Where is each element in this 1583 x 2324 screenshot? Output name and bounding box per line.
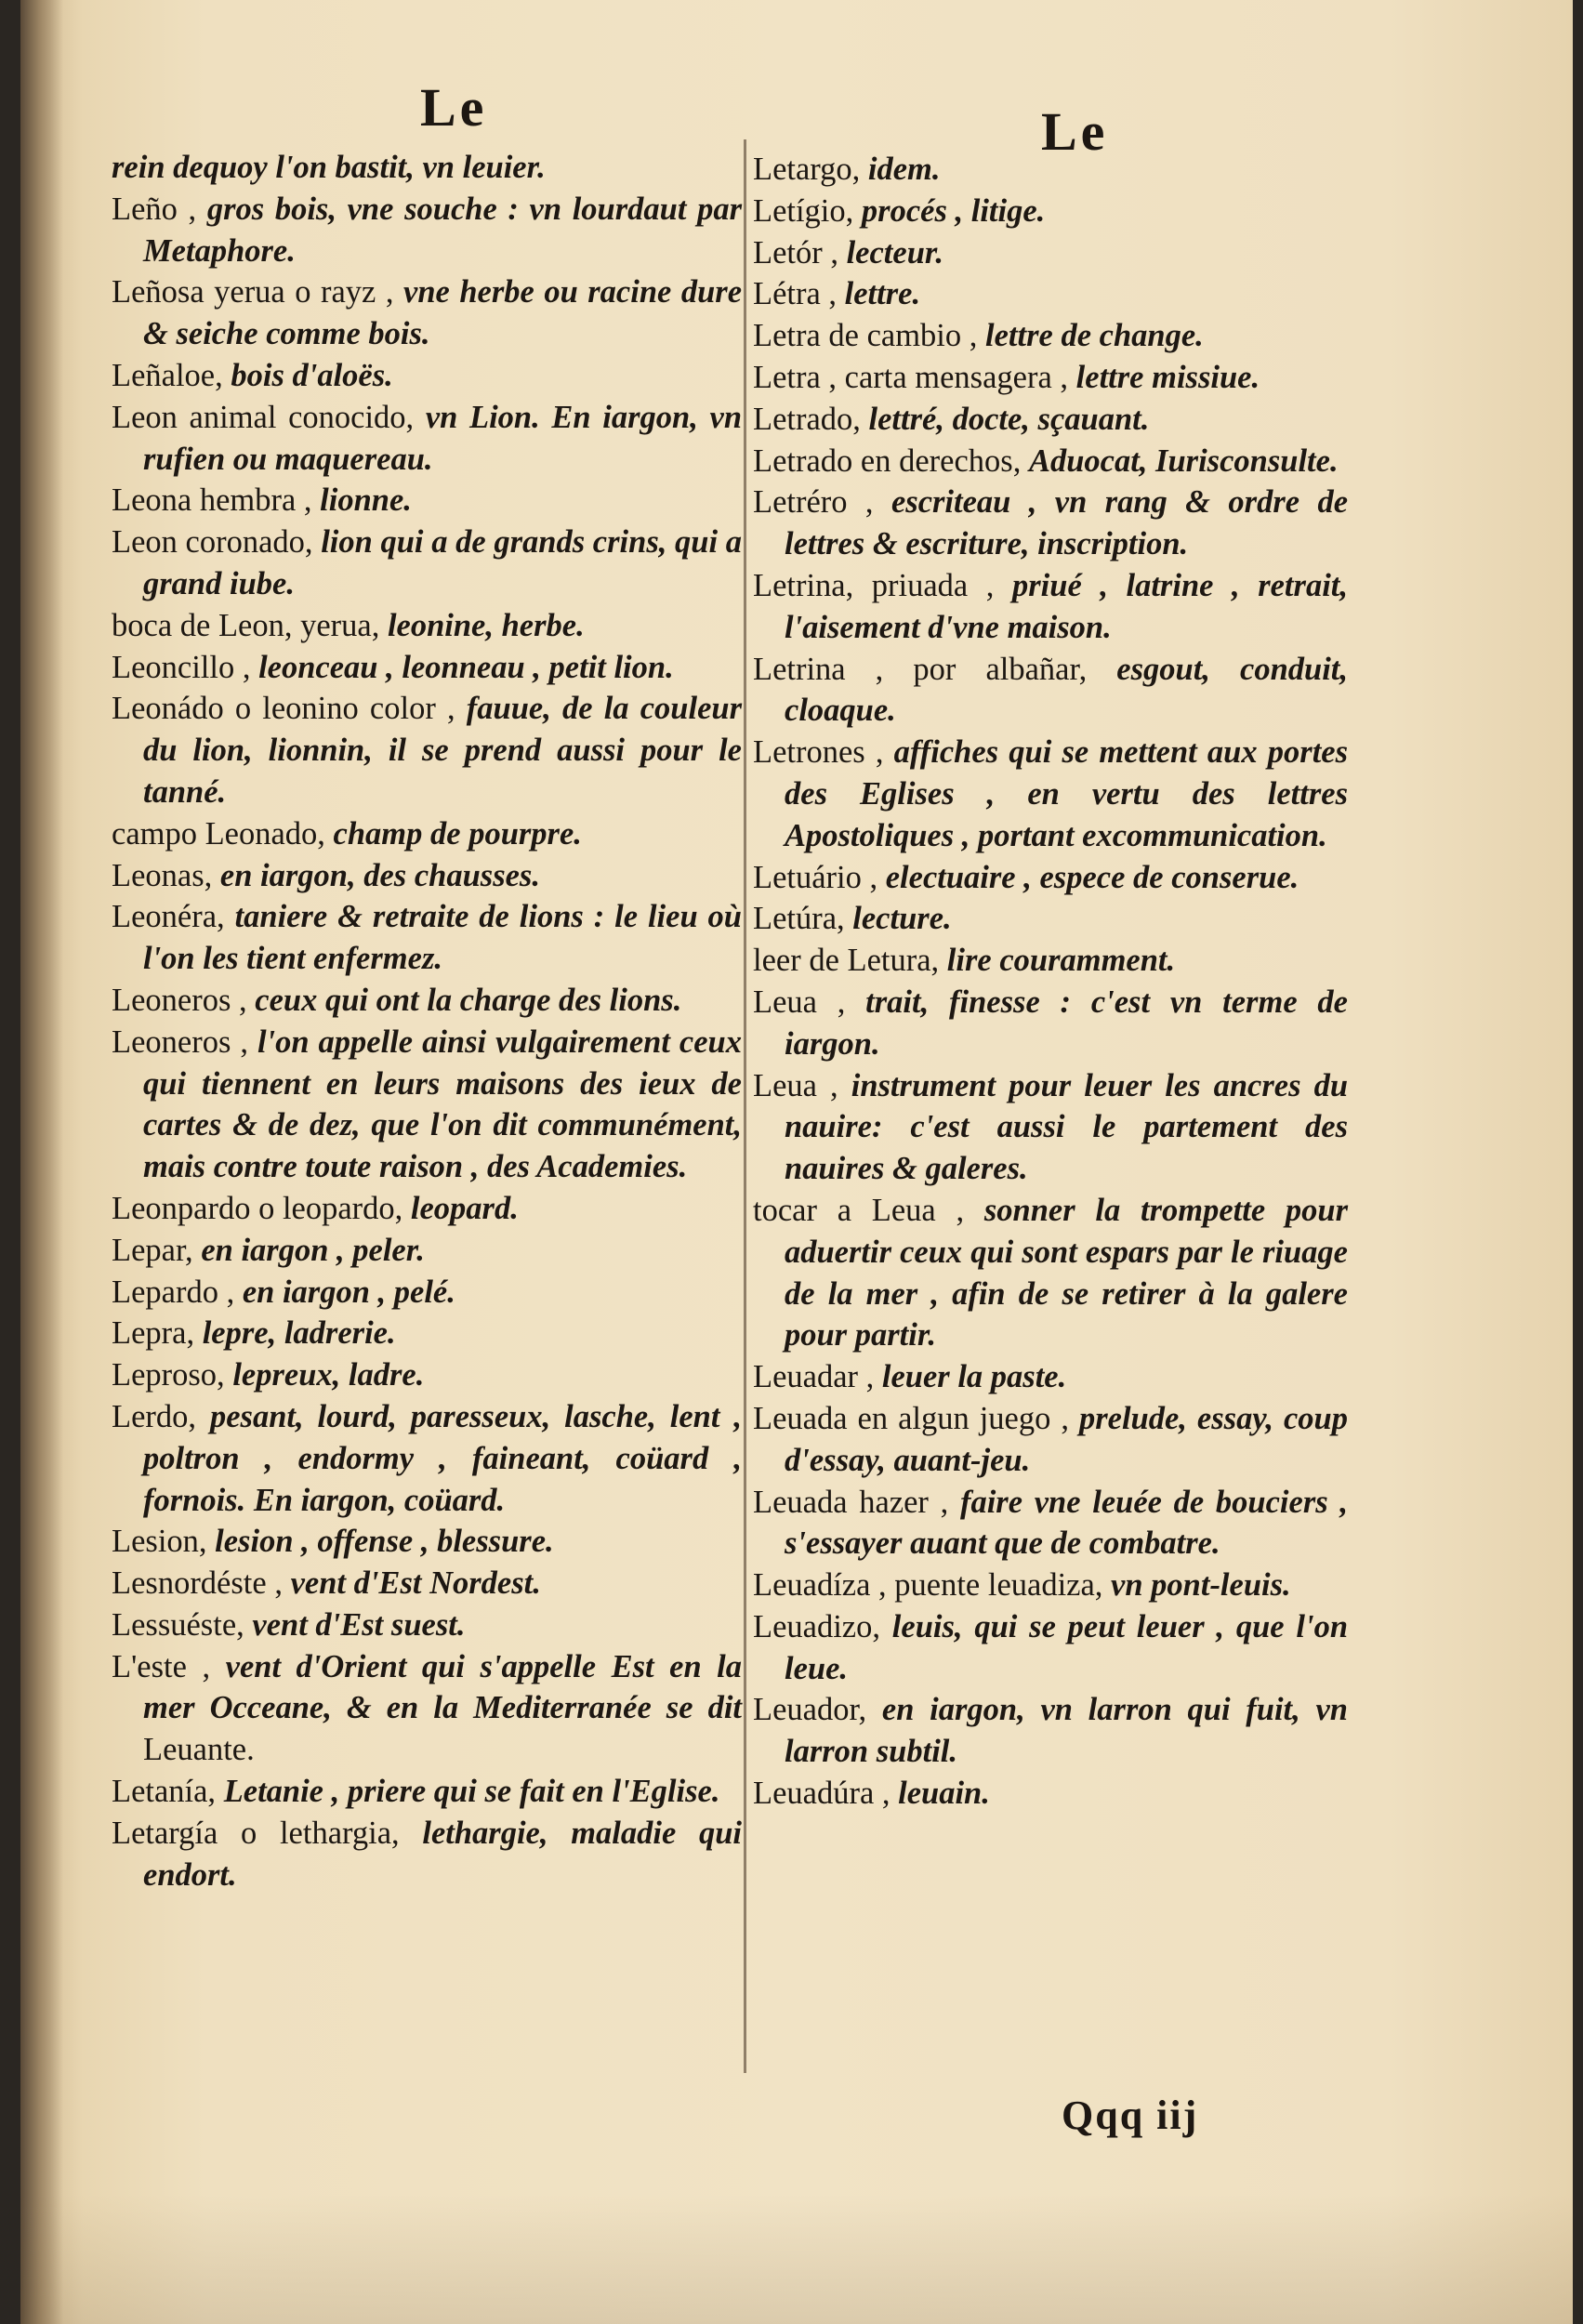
entry-headword: Leño , [112, 191, 197, 227]
dictionary-entry [753, 649, 1348, 733]
entry-headword: Leñosa yerua o rayz , [112, 274, 394, 310]
dictionary-entry [112, 355, 742, 397]
entry-definition: leonine, herbe. [387, 607, 585, 643]
entry-headword: Lesnordéste , [112, 1565, 283, 1602]
dictionary-entry [753, 273, 1348, 315]
entry-definition: lesion , offense , blessure. [215, 1524, 554, 1560]
entry-definition: procés , litige. [861, 192, 1046, 229]
dictionary-entry [112, 1604, 742, 1646]
entry-definition: gros bois, vne souche : vn lourdaut par Metaphore. [143, 191, 742, 269]
dictionary-entry [753, 1773, 1348, 1815]
entry-headword: Letúra, [753, 901, 845, 937]
dictionary-entry [112, 813, 742, 855]
entry-definition: ceux qui ont la charge des lions. [255, 982, 682, 1018]
entry-definition: sonner la trompette pour aduertir ceux qui sont espars par le riuage de la mer , afin de se retirer à la galere pour partir. [785, 1192, 1348, 1353]
entry-definition: lecteur. [846, 234, 944, 271]
entry-headword: Letuário , [753, 859, 878, 895]
entry-headword: boca de Leon, yerua, [112, 607, 380, 643]
dictionary-entry [112, 1022, 742, 1188]
dictionary-entry [112, 1771, 742, 1813]
dictionary-entry [112, 1272, 742, 1314]
entry-definition: lettre de change. [985, 318, 1204, 354]
dictionary-entry [112, 980, 742, 1022]
dictionary-entry [753, 149, 1348, 191]
right-column-header: Le [1041, 101, 1109, 162]
dictionary-entry [112, 1563, 742, 1604]
dictionary-entry [753, 857, 1348, 899]
entry-definition: leuis, qui se peut leuer , que l'on leue. [785, 1608, 1349, 1686]
entry-headword: Leon animal conocido, [112, 399, 415, 435]
entry-definition: vent d'Est suest. [252, 1606, 466, 1643]
entry-definition: rein dequoy l'on bastit, vn leuier. [112, 150, 546, 185]
entry-headword: Leua , [753, 1067, 838, 1103]
left-column-header: Le [420, 77, 488, 138]
dictionary-entry [753, 565, 1348, 649]
dictionary-entry [112, 1354, 742, 1396]
entry-headword: Leuadizo, [753, 1608, 880, 1644]
entry-headword: Lepra, [112, 1315, 195, 1352]
entry-headword: Leñaloe, [112, 357, 223, 393]
entry-definition: vne herbe ou racine dure & seiche comme bois. [143, 274, 743, 352]
entry-headword: Leonpardo o leopardo, [112, 1190, 403, 1226]
entry-headword: Letrado en derechos, [753, 442, 1022, 479]
entry-headword: Letra , carta mensagera , [753, 359, 1069, 395]
entry-definition: taniere & retraite de lions : le lieu où l'on les tient enfermez. [143, 899, 742, 977]
dictionary-entry [112, 855, 742, 897]
entry-headword: Letargía o lethargia, [112, 1815, 400, 1851]
entry-headword: Letra de cambio , [753, 318, 978, 354]
entry-headword: Leuada en algun juego , [753, 1400, 1069, 1436]
book-page [20, 0, 1573, 2324]
entry-headword: L'este , [112, 1648, 211, 1684]
entry-definition: vn pont-leuis. [1111, 1567, 1291, 1604]
entry-definition: lecture. [852, 901, 952, 937]
entry-headword: Letrones , [753, 734, 884, 771]
entry-headword: Leproso, [112, 1357, 225, 1393]
entry-definition: Aduocat, Iurisconsulte. [1028, 442, 1339, 479]
entry-headword: Lessuéste, [112, 1606, 244, 1643]
dictionary-entry [753, 1689, 1348, 1773]
entry-headword: leer de Letura, [753, 943, 940, 979]
entry-headword: Leon coronado, [112, 524, 313, 561]
entry-definition: leonceau , leonneau , petit lion. [258, 649, 674, 685]
entry-definition: leopard. [410, 1190, 519, 1226]
dictionary-entry [112, 647, 742, 689]
entry-definition: leuain. [898, 1776, 990, 1812]
entry-headword: Lepar, [112, 1232, 193, 1268]
dictionary-entry [112, 896, 742, 980]
left-column [112, 147, 742, 1895]
entry-definition: en iargon, vn larron qui fuit, vn larron subtil. [785, 1692, 1348, 1770]
entry-definition: champ de pourpre. [333, 815, 582, 852]
page-edge-shadow [20, 2194, 1573, 2324]
dictionary-entry [753, 441, 1348, 482]
dictionary-entry [112, 1813, 742, 1896]
dictionary-entry [112, 1396, 742, 1521]
entry-definition: leuer la paste. [881, 1359, 1067, 1395]
dictionary-entry [112, 1188, 742, 1230]
entry-definition: lettre missiue. [1075, 359, 1260, 395]
entry-definition: instrument pour leuer les ancres du nauire: c'est aussi le partement des nauires & galeres. [785, 1067, 1349, 1187]
dictionary-entry [753, 315, 1348, 357]
entry-definition: lepre, ladrerie. [202, 1315, 396, 1352]
dictionary-entry [753, 399, 1348, 441]
dictionary-entry [753, 232, 1348, 274]
entry-headword: Leona hembra , [112, 482, 312, 519]
dictionary-entry [112, 688, 742, 812]
entry-definition: pesant, lourd, paresseux, lasche, lent , poltron , endormy , faineant, coüard , fornois. En iargon, coüard. [143, 1398, 743, 1518]
dictionary-entry [112, 189, 742, 272]
entry-definition: prelude, essay, coup d'essay, auant-jeu. [785, 1400, 1348, 1478]
dictionary-entry [112, 480, 742, 522]
right-column [753, 149, 1348, 1815]
entry-definition: fauue, de la couleur du lion, lionnin, il se prend aussi pour le tanné. [143, 691, 742, 810]
entry-definition: faire vne leuée de bouciers , s'essayer auant que de combatre. [785, 1484, 1349, 1562]
entry-definition: lionne. [320, 482, 412, 519]
entry-headword: Leuadíza , puente leuadiza, [753, 1567, 1103, 1604]
dictionary-entry [753, 357, 1348, 399]
page-gutter-shadow [20, 0, 63, 2324]
entry-headword: Letrina, priuada , [753, 567, 995, 603]
dictionary-entry [112, 1313, 742, 1354]
entry-definition: affiches qui se mettent aux portes des Eglises , en vertu des lettres Apostoliques , portant excommunication. [785, 734, 1349, 853]
column-divider [744, 139, 746, 2073]
entry-definition: en iargon , peler. [201, 1232, 425, 1268]
entry-headword: Letígio, [753, 192, 854, 229]
entry-definition: escriteau , vn rang & ordre de lettres & escriture, inscription. [785, 484, 1349, 562]
dictionary-entry [112, 397, 742, 481]
entry-headword: Leonéra, [112, 899, 225, 935]
entry-headword: Leonádo o leonino color , [112, 691, 455, 727]
dictionary-entry [753, 1190, 1348, 1356]
dictionary-entry [753, 191, 1348, 232]
dictionary-entry [753, 1482, 1348, 1565]
dictionary-entry [112, 147, 742, 189]
entry-headword: Letrina , por albañar, [753, 651, 1088, 687]
dictionary-entry [753, 1565, 1348, 1606]
entry-definition: vn Lion. En iargon, vn rufien ou maquereau. [143, 399, 743, 477]
entry-definition: lion qui a de grands crins, qui a grand iube. [143, 524, 742, 601]
entry-definition: lire couramment. [946, 943, 1176, 979]
entry-definition: lettre. [844, 276, 921, 312]
entry-definition: trait, finesse : c'est vn terme de iargon. [785, 984, 1348, 1062]
entry-definition: electuaire , espece de conserue. [885, 859, 1299, 895]
entry-definition: en iargon, des chausses. [219, 857, 540, 893]
entry-headword: Leuada hazer , [753, 1484, 949, 1520]
dictionary-entry [112, 605, 742, 647]
entry-headword: Leoneros , [112, 1023, 248, 1060]
dictionary-entry [753, 898, 1348, 940]
entry-headword: Leonas, [112, 857, 213, 893]
dictionary-entry [753, 940, 1348, 982]
dictionary-entry [753, 982, 1348, 1065]
entry-headword: Leuador, [753, 1692, 867, 1728]
entry-definition: lethargie, maladie qui endort. [143, 1815, 743, 1893]
entry-definition: Letanie , priere qui se fait en l'Eglise. [223, 1774, 720, 1810]
dictionary-entry [753, 482, 1348, 565]
entry-definition: vent d'Est Nordest. [290, 1565, 541, 1602]
entry-headword: Létra , [753, 276, 838, 312]
dictionary-entry [112, 522, 742, 605]
entry-headword: Leuadúra , [753, 1776, 890, 1812]
entry-headword: Letréro , [753, 484, 874, 521]
entry-headword: campo Leonado, [112, 815, 325, 852]
entry-headword: tocar a Leua , [753, 1192, 965, 1228]
entry-headword: Leoncillo , [112, 649, 251, 685]
dictionary-entry [753, 1065, 1348, 1190]
dictionary-entry [753, 1398, 1348, 1482]
dictionary-entry [753, 732, 1348, 856]
dictionary-entry [112, 1646, 742, 1771]
entry-definition: l'on appelle ainsi vulgairement ceux qui tiennent en leurs maisons des ieux de cartes & de dez, que l'on dit communément, mais contre toute raison , des Academies. [143, 1023, 742, 1185]
dictionary-entry [753, 1356, 1348, 1398]
entry-tail: Leuante. [143, 1732, 255, 1768]
entry-definition: esgout, conduit, cloaque. [785, 651, 1348, 729]
entry-definition: bois d'aloës. [231, 357, 393, 393]
entry-definition: idem. [867, 152, 941, 187]
dictionary-entry [112, 1230, 742, 1272]
entry-definition: en iargon , pelé. [242, 1274, 455, 1310]
entry-headword: Lepardo , [112, 1274, 235, 1310]
entry-headword: Lerdo, [112, 1398, 197, 1434]
entry-headword: Leua , [753, 984, 846, 1020]
entry-definition: lepreux, ladre. [232, 1357, 425, 1393]
entry-definition: priué , latrine , retrait, l'aisement d'vne maison. [785, 567, 1348, 645]
entry-definition: vent d'Orient qui s'appelle Est en la mer Occeane, & en la Mediterranée se dit [143, 1648, 742, 1726]
signature-mark: Qqq iij [1062, 2093, 1199, 2138]
entry-headword: Letór , [753, 234, 838, 271]
entry-headword: Leoneros , [112, 982, 247, 1018]
entry-headword: Leuadar , [753, 1359, 875, 1395]
dictionary-entry [753, 1606, 1348, 1690]
entry-headword: Letargo, [753, 152, 861, 187]
entry-headword: Lesion, [112, 1524, 207, 1560]
entry-definition: lettré, docte, sçauant. [868, 401, 1150, 437]
entry-headword: Letrado, [753, 401, 861, 437]
dictionary-entry [112, 1521, 742, 1563]
dictionary-entry [112, 271, 742, 355]
entry-headword: Letanía, [112, 1774, 217, 1810]
